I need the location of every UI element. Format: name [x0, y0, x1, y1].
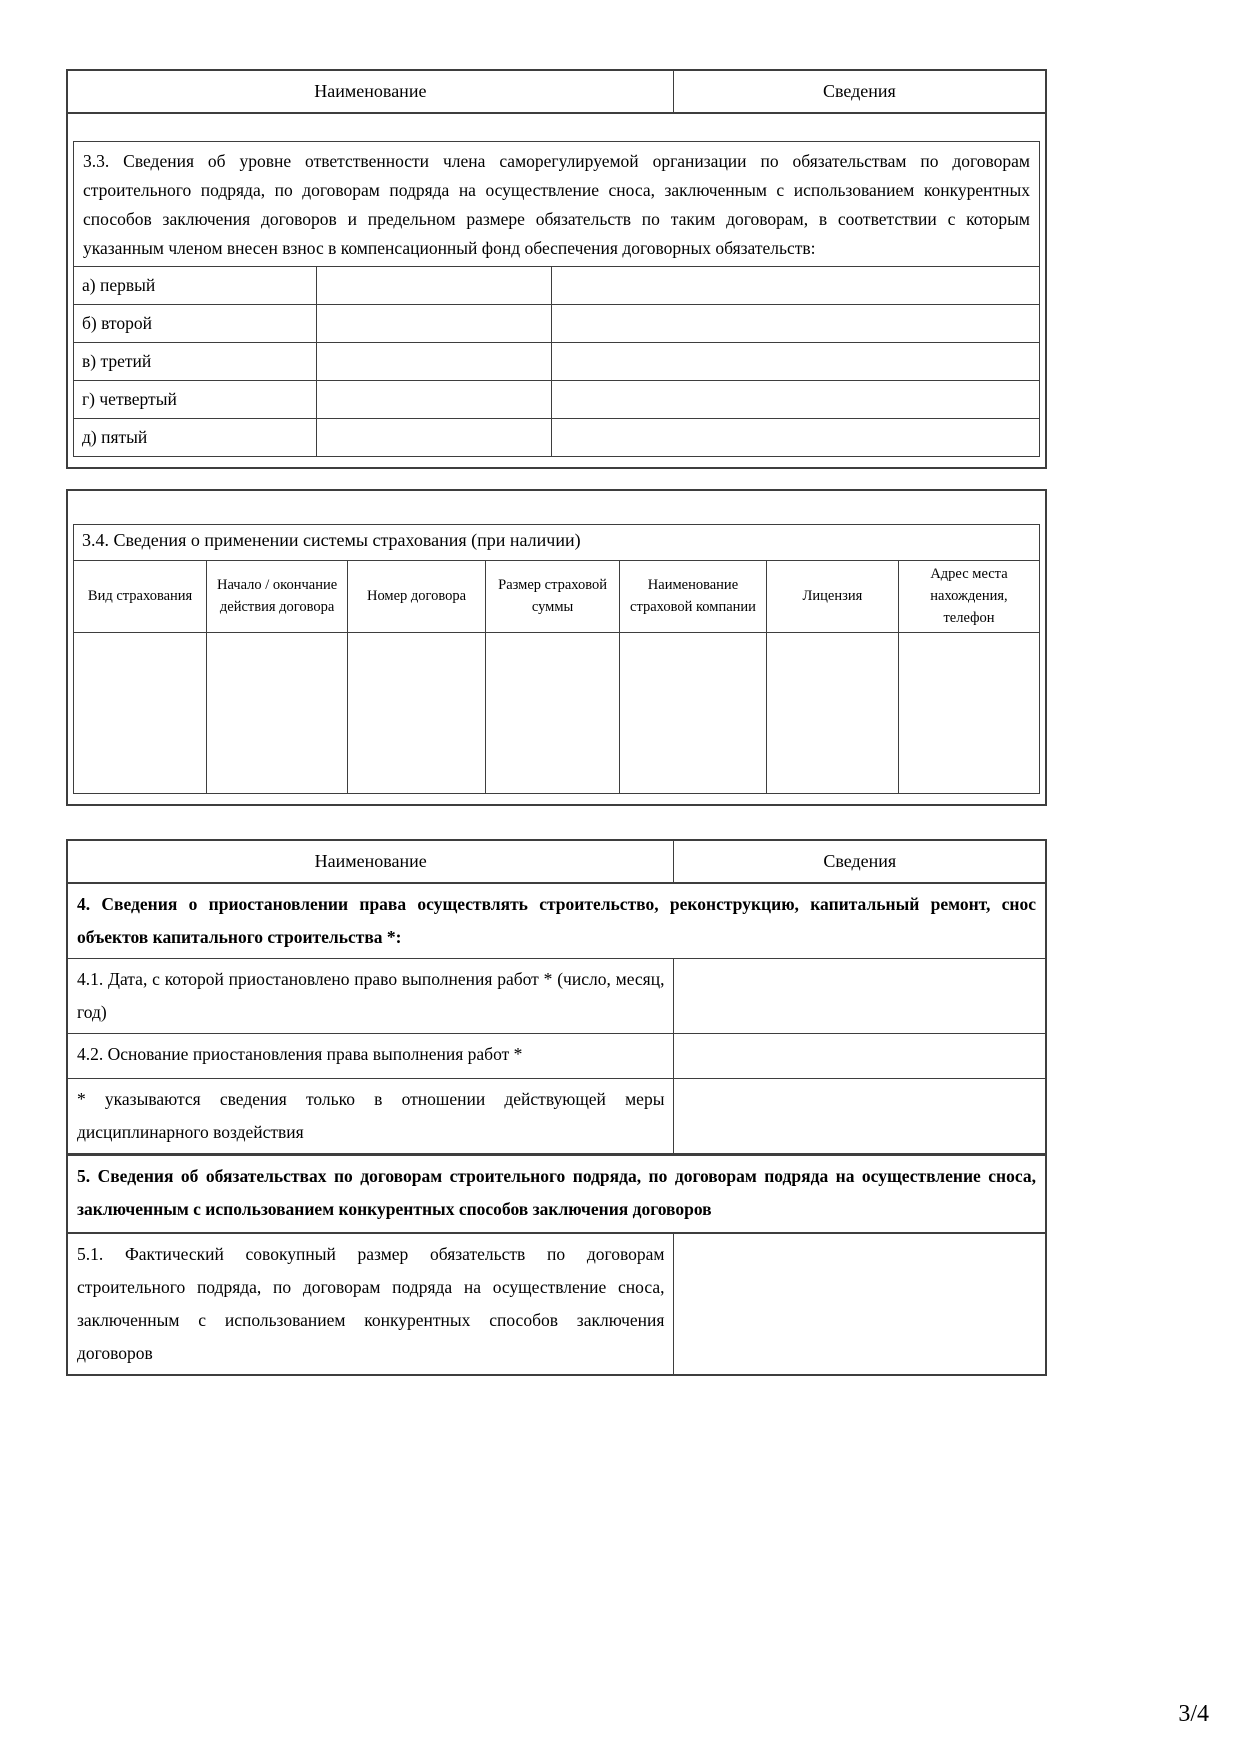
insurance-empty-row [74, 633, 1039, 793]
value-cell [552, 343, 1039, 380]
row-5-1 [67, 1233, 1046, 1375]
value-cell [486, 633, 620, 793]
value-cell [552, 305, 1039, 342]
row-4-2-label: 4.2. Основание приостановления права выполнения работ * [67, 1034, 674, 1079]
table-suspension-obligations [66, 839, 1047, 1376]
column-header: Наименование страховой компании [620, 561, 767, 632]
level-label: г) четвертый [74, 381, 317, 418]
column-header: Адрес места нахождения, телефон [930, 566, 1008, 626]
table-row [74, 418, 1039, 456]
table3-header-name: Наименование [67, 840, 674, 883]
level-label: в) третий [74, 343, 317, 380]
section-5-title: 5. Сведения об обязательствах по договорам строительного подряда, по договорам подряда на осуществление сноса, заключенным с использованием конкурентных способов заключения договоров [67, 1155, 1046, 1233]
table2-body [68, 491, 1045, 804]
value-cell [899, 633, 1039, 793]
section-4-title-row [67, 883, 1046, 959]
footnote-row [67, 1079, 1046, 1155]
table3-header-row [67, 840, 1046, 883]
table-row [74, 380, 1039, 418]
table-responsibility-levels [66, 69, 1047, 469]
section-4-title: 4. Сведения о приостановлении права осуществлять строительство, реконструкцию, капитальный ремонт, снос объектов капитального строительства *: [67, 883, 1046, 959]
value-cell [74, 633, 207, 793]
value-cell [674, 959, 1046, 1034]
value-cell [552, 267, 1039, 304]
page-number: 3/4 [1178, 1701, 1209, 1727]
insurance-header-row [74, 560, 1039, 633]
row-5-1-label: 5.1. Фактический совокупный размер обязательств по договорам строительного подряда, по договорам подряда на осуществление сноса, заключенным с использованием конкурентных способов заключения договоров [67, 1233, 674, 1375]
value-cell [348, 633, 486, 793]
table-row [74, 266, 1039, 304]
value-cell [207, 633, 348, 793]
value-cell [767, 633, 899, 793]
column-header: Размер страховой суммы [486, 561, 620, 632]
level-label: д) пятый [74, 419, 317, 456]
column-header: Вид страхования [74, 561, 207, 632]
table-insurance [66, 489, 1047, 806]
value-cell [317, 381, 551, 418]
section-3-4-title: 3.4. Сведения о применении системы страхования (при наличии) [82, 530, 581, 550]
level-label: а) первый [74, 267, 317, 304]
value-cell [317, 267, 551, 304]
value-cell [317, 305, 551, 342]
value-cell [674, 1079, 1046, 1155]
table1-header-row [68, 71, 1045, 114]
table3-header-details: Сведения [674, 840, 1046, 883]
row-4-1-label: 4.1. Дата, с которой приостановлено право выполнения работ * (число, месяц, год) [67, 959, 674, 1034]
value-cell [674, 1233, 1046, 1375]
section-3-3-box [73, 141, 1040, 457]
row-4-2 [67, 1034, 1046, 1079]
footnote-text: * указываются сведения только в отношении действующей меры дисциплинарного воздействия [67, 1079, 674, 1155]
document-content [66, 69, 1047, 1376]
value-cell [620, 633, 767, 793]
value-cell [674, 1034, 1046, 1079]
section-5-title-row [67, 1155, 1046, 1233]
table1-body [68, 114, 1045, 467]
table1-header-name: Наименование [68, 71, 674, 112]
table1-header-details: Сведения [822, 81, 896, 101]
table-row [74, 342, 1039, 380]
value-cell [552, 381, 1039, 418]
row-4-1 [67, 959, 1046, 1034]
column-header: Начало / окончание действия договора [207, 561, 348, 632]
column-header: Номер договора [348, 561, 486, 632]
value-cell [317, 419, 551, 456]
section-3-4-box [73, 524, 1040, 794]
section-3-3-text: 3.3. Сведения об уровне ответственности члена саморегулируемой организации по обязательствам по договорам строительного подряда, по договорам подряда на осуществление сноса, заключенным с использованием конкурентных способов заключения договоров и предельном размере обязательств по таким договорам, в соответствии с которым указанным членом внесен взнос в компенсационный фонд обеспечения договорных обязательств: [83, 151, 1030, 258]
column-header: Лицензия [767, 561, 899, 632]
table-row [74, 304, 1039, 342]
value-cell [317, 343, 551, 380]
level-label: б) второй [74, 305, 317, 342]
value-cell [552, 419, 1039, 456]
